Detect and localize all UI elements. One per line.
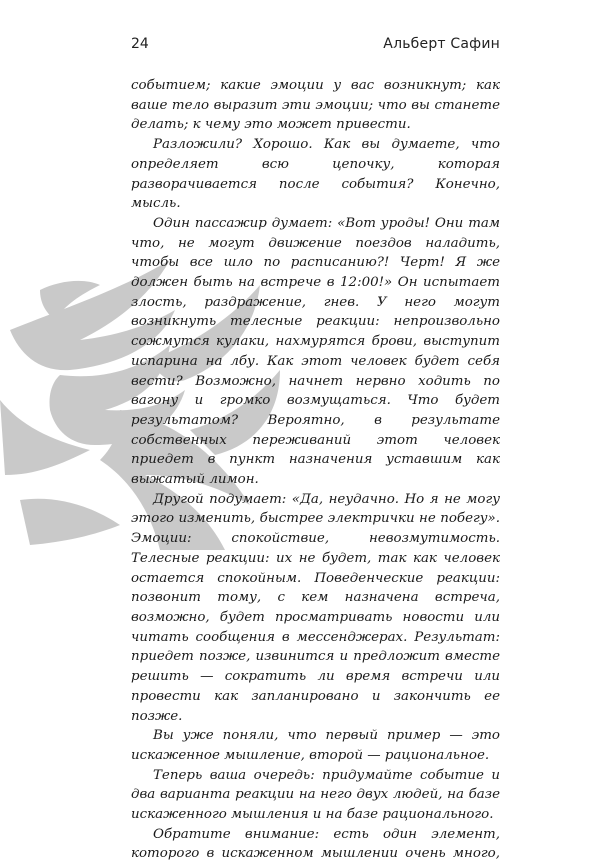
paragraph-7: Обратите внимание: есть один элемент, которого в искаженном мышлении очень много, <box>131 826 500 862</box>
paragraph-2: Разложили? Хорошо. Как вы думаете, что определяет всю цепочку, которая разворачивается после события? Конечно, мысль. <box>131 137 500 212</box>
paragraph-5: Вы уже поняли, что первый пример — это искаженное мышление, второй — рациональное. <box>131 728 500 763</box>
paragraph-6: Теперь ваша очередь: придумайте событие и два варианта реакции на него двух людей, на базе искаженного мышления и на базе рационального. <box>131 767 500 823</box>
paragraph-4: Другой подумает: «Да, неудачно. Но я не могу этого изменить, быстрее электрички не побегу». Эмоции: спокойствие, невозмутимость. Телесные реакции: их не будет, так как человек остается спокойным. Поведенческие реакции: позвонит тому, с кем назначена встреча, возможно, будет просматривать новости или читать сообщения в мессенджерах. Результат: приедет позже, извинится и предложит вместе решить — сократить ли время встречи или провести как запланировано и закончить ее позже. <box>131 491 500 724</box>
body-text <box>131 76 500 864</box>
paragraph-3: Один пассажир думает: «Вот уроды! Они там что, не могут движение поездов наладить, чтобы все шло по расписанию?! Черт! Я же должен быть на встрече в 12:00!» Он испытает злость, раздражение, гнев. У него могут возникнуть телесные реакции: непроизвольно сожмутся кулаки, нахмурятся брови, выступит испарина на лбу. Как этот человек будет себя вести? Возможно, начнет нервно ходить по вагону и громко возмущаться. Что будет результатом? Вероятно, в результате собственных переживаний этот человек приедет в пункт назначения уставшим как выжатый лимон. <box>131 215 500 488</box>
page-header <box>131 36 500 60</box>
running-head-author: Альберт Сафин <box>383 36 500 52</box>
page-number: 24 <box>131 36 149 52</box>
paragraph-1: событием; какие эмоции у вас возникнут; как ваше тело выразит эти эмоции; что вы станете делать; к чему это может привести. <box>131 78 500 133</box>
